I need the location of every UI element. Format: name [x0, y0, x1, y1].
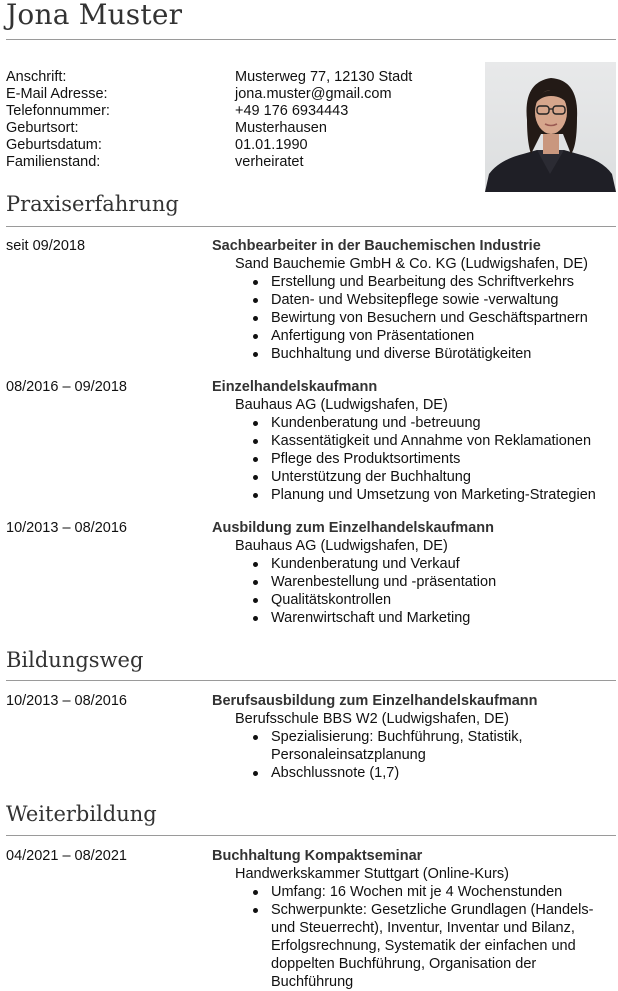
entry-date: seit 09/2018: [6, 238, 86, 254]
info-value: Musterweg 77, 12130 Stadt: [235, 69, 413, 85]
entry-title: Buchhaltung Kompaktseminar: [212, 848, 423, 864]
entry-title: Ausbildung zum Einzelhandelskaufmann: [212, 520, 494, 536]
entry-title: Sachbearbeiter in der Bauchemischen Industrie: [212, 238, 541, 254]
bullet-item: Warenwirtschaft und Marketing: [271, 609, 616, 627]
entry-bullets: [212, 555, 616, 627]
training-entry: [6, 847, 616, 991]
bullet-item: Anfertigung von Präsentationen: [271, 327, 616, 345]
info-row-birthplace: [6, 120, 412, 137]
info-value: 01.01.1990: [235, 137, 308, 153]
bullet-item: Kundenberatung und -betreuung: [271, 414, 616, 432]
entry-company: Bauhaus AG (Ludwigshafen, DE): [235, 538, 448, 554]
info-row-email: [6, 86, 412, 103]
bullet-item: Planung und Umsetzung von Marketing-Strategien: [271, 486, 616, 504]
bullet-item: Qualitätskontrollen: [271, 591, 616, 609]
education-entry: [6, 692, 616, 782]
entry-date: 10/2013 – 08/2016: [6, 520, 127, 536]
section-title-weiter: Weiterbildung: [6, 802, 157, 826]
experience-entry: [6, 378, 616, 504]
bullet-item: Erstellung und Bearbeitung des Schriftverkehrs: [271, 273, 616, 291]
entry-company: Handwerkskammer Stuttgart (Online-Kurs): [235, 866, 509, 882]
entry-date: 08/2016 – 09/2018: [6, 379, 127, 395]
experience-entry: [6, 519, 616, 627]
info-row-address: [6, 69, 412, 86]
experience-entry: [6, 237, 616, 363]
entry-bullets: [212, 414, 616, 504]
bullet-item: Spezialisierung: Buchführung, Statistik, Personaleinsatzplanung: [271, 728, 616, 764]
entry-title: Einzelhandelskaufmann: [212, 379, 378, 395]
entry-bullets: [212, 728, 616, 782]
info-row-birthdate: [6, 137, 412, 154]
bullet-item: Buchhaltung und diverse Bürotätigkeiten: [271, 345, 616, 363]
entry-date: 10/2013 – 08/2016: [6, 693, 127, 709]
header-rule: [6, 39, 616, 40]
bullet-item: Umfang: 16 Wochen mit je 4 Wochenstunden: [271, 883, 616, 901]
profile-photo: [485, 62, 616, 192]
bullet-item: Schwerpunkte: Gesetzliche Grundlagen (Handels- und Steuerrecht), Inventur, Inventar und Bilanz, Erfolgsrechnung, Systematik der einfachen und doppelten Buchführung, Organisation der Buchführung: [271, 901, 616, 991]
entry-company: Berufsschule BBS W2 (Ludwigshafen, DE): [235, 711, 510, 727]
entry-title: Berufsausbildung zum Einzelhandelskaufmann: [212, 693, 538, 709]
info-label: Anschrift:: [6, 69, 67, 85]
section-rule: [6, 226, 616, 227]
section-title-praxis: Praxiserfahrung: [6, 192, 179, 216]
entry-company: Sand Bauchemie GmbH & Co. KG (Ludwigshafen, DE): [235, 256, 588, 272]
bullet-item: Unterstützung der Buchhaltung: [271, 468, 616, 486]
info-label: Telefonnummer:: [6, 103, 110, 119]
info-value: +49 176 6934443: [235, 103, 349, 119]
info-row-phone: [6, 103, 412, 120]
info-label: Geburtsort:: [6, 120, 79, 136]
bullet-item: Kassentätigkeit und Annahme von Reklamationen: [271, 432, 616, 450]
bullet-item: Kundenberatung und Verkauf: [271, 555, 616, 573]
section-rule: [6, 680, 616, 681]
bullet-item: Bewirtung von Besuchern und Geschäftspartnern: [271, 309, 616, 327]
bullet-item: Warenbestellung und -präsentation: [271, 573, 616, 591]
section-title-bildung: Bildungsweg: [6, 648, 144, 672]
entry-company: Bauhaus AG (Ludwigshafen, DE): [235, 397, 448, 413]
entry-date: 04/2021 – 08/2021: [6, 848, 127, 864]
info-value: jona.muster@gmail.com: [235, 86, 392, 102]
info-label: Geburtsdatum:: [6, 137, 102, 153]
info-row-marital: [6, 154, 412, 171]
personal-info: [6, 69, 412, 171]
bullet-item: Daten- und Websitepflege sowie -verwaltung: [271, 291, 616, 309]
bullet-item: Pflege des Produktsortiments: [271, 450, 616, 468]
info-label: E-Mail Adresse:: [6, 86, 108, 102]
bullet-item: Abschlussnote (1,7): [271, 764, 616, 782]
section-rule: [6, 835, 616, 836]
info-label: Familienstand:: [6, 154, 101, 170]
info-value: verheiratet: [235, 154, 304, 170]
cv-name: Jona Muster: [6, 0, 183, 31]
entry-bullets: [212, 273, 616, 363]
portrait-illustration: [485, 62, 616, 192]
entry-bullets: [212, 883, 616, 991]
info-value: Musterhausen: [235, 120, 327, 136]
